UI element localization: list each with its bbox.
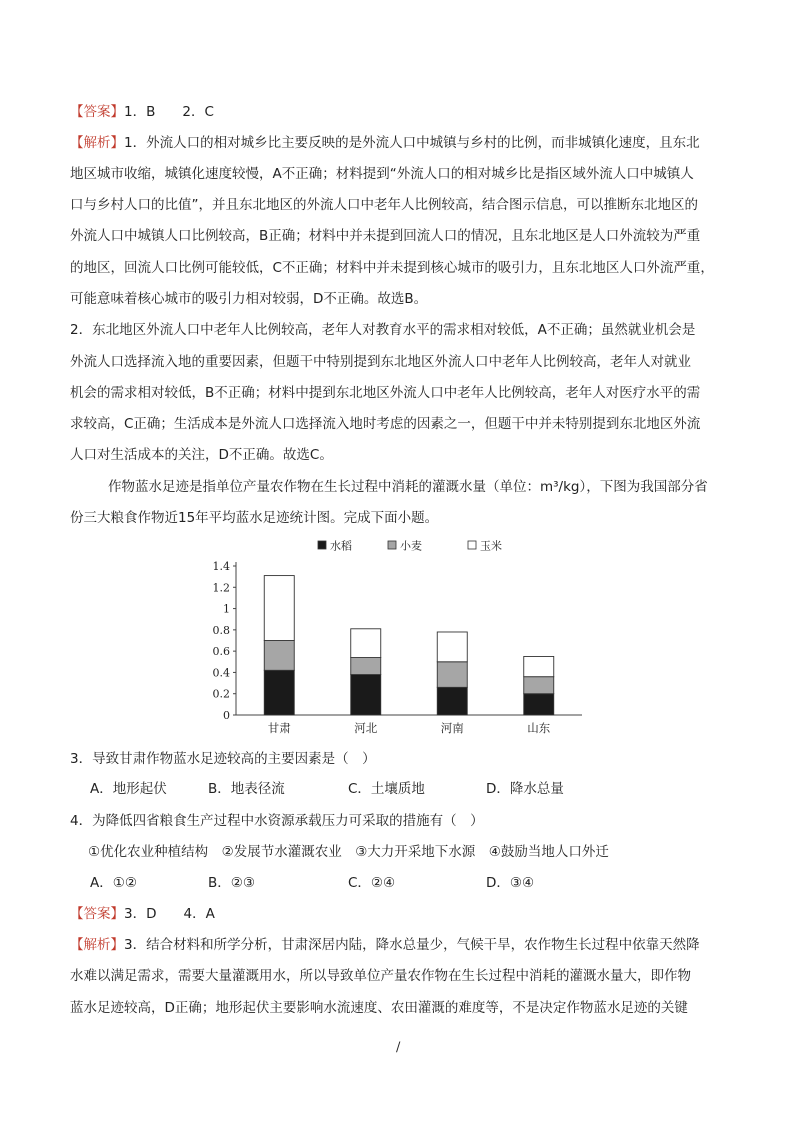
analysis-tag: 【解析】 [70,937,124,953]
option-c: C．②④ [348,875,396,891]
bar-segment [351,675,381,715]
analysis-line: 蓝水足迹较高，D正确；地形起伏主要影响水流速度、农田灌溉的难度等，不是决定作物蓝水足迹的关键 [70,1000,688,1016]
bar-segment [524,656,554,676]
legend-label: 水稻 [330,539,352,553]
answer-line-1 [70,103,730,121]
bar-segment [437,632,467,662]
y-tick-label: 1.2 [212,581,230,595]
x-tick-label: 甘肃 [267,721,291,735]
bar-segment [524,694,554,715]
analysis-line [70,134,730,152]
analysis-line: 人口对生活成本的关注，D不正确。故选C。 [70,447,333,463]
bar-segment [264,670,294,715]
analysis-line: 外流人口选择流入地的重要因素，但题干中特别提到东北地区外流人口中老年人比例较高，老年人对就业 [70,354,691,370]
y-tick-label: 0.8 [212,623,230,637]
option-c: C．土壤质地 [348,781,425,797]
answer-tag: 【答案】 [70,906,124,922]
option-a: A．①② [90,875,137,891]
y-tick-label: 1 [223,602,230,616]
answer-text: 1．B 2．C [124,104,214,120]
answer-text: 3．D 4．A [124,906,215,922]
legend-label: 玉米 [480,539,502,553]
legend-swatch [468,541,476,549]
analysis-text: 3．结合材料和所学分析，甘肃深居内陆，降水总量少，气候干旱，农作物生长过程中依靠天然降 [124,937,700,953]
analysis-line: 地区城市收缩，城镇化速度较慢，A不正确；材料提到“外流人口的相对城乡比是指区域外流人口中城镇人 [70,166,694,182]
bar-segment [351,658,381,675]
intro-line: 份三大粮食作物近15年平均蓝水足迹统计图。完成下面小题。 [70,510,439,526]
option-a: A．地形起伏 [90,781,167,797]
option-d: D．③④ [486,875,535,891]
analysis-text: 1．外流人口的相对城乡比主要反映的是外流人口中城镇与乡村的比例，而非城镇化速度，且东北 [124,135,700,151]
analysis-line: 外流人口中城镇人口比例较高，B正确；材料中并未提到回流人口的情况，且东北地区是人口外流较为严重 [70,228,701,244]
y-tick-label: 0.6 [212,645,230,659]
bar-segment [437,687,467,715]
analysis-line [70,936,730,954]
analysis-line: 2．东北地区外流人口中老年人比例较高，老年人对教育水平的需求相对较低，A不正确；虽然就业机会是 [70,322,696,338]
answer-tag: 【答案】 [70,104,124,120]
bar-segment [264,641,294,671]
y-tick-label: 0.2 [212,687,230,701]
option-d: D．降水总量 [486,781,564,797]
y-tick-label: 1.4 [212,560,230,573]
analysis-line: 求较高，C正确；生活成本是外流人口选择流入地时考虑的因素之一，但题干中并未特别提到东北地区外流 [70,416,701,432]
bar-segment [351,629,381,658]
x-tick-label: 河北 [354,721,378,735]
option-b: B．地表径流 [208,781,285,797]
x-tick-label: 山东 [527,721,551,735]
intro-line: 作物蓝水足迹是指单位产量农作物在生长过程中消耗的灌溉水量（单位：m³/kg），下图为我国部分省 [108,479,708,495]
blue-water-footprint-chart [200,538,590,743]
y-tick-label: 0.4 [212,666,230,680]
question-3-options [90,780,690,800]
question-3-stem: 3．导致甘肃作物蓝水足迹较高的主要因素是（ ） [70,751,376,767]
bar-segment [264,576,294,641]
analysis-tag: 【解析】 [70,135,124,151]
analysis-line: 口与乡村人口的比值”，并且东北地区的外流人口中老年人比例较高，结合图示信息，可以推断东北地区的 [70,197,698,213]
question-4-options [90,874,690,894]
analysis-line: 的地区，回流人口比例可能较低，C不正确；材料中并未提到核心城市的吸引力，且东北地区人口外流严重， [70,260,714,276]
bar-segment [524,677,554,694]
analysis-line: 机会的需求相对较低，B不正确；材料中提到东北地区外流人口中老年人比例较高，老年人对医疗水平的需 [70,385,701,401]
analysis-line: 可能意味着核心城市的吸引力相对较弱，D不正确。故选B。 [70,291,428,307]
question-4-measures: ①优化农业种植结构 ②发展节水灌溉农业 ③大力开采地下水源 ④鼓励当地人口外迁 [88,844,609,860]
question-4-stem: 4．为降低四省粮食生产过程中水资源承载压力可采取的措施有（ ） [70,813,484,829]
analysis-line: 水难以满足需求，需要大量灌溉用水，所以导致单位产量农作物在生长过程中消耗的灌溉水量大，即作物 [70,968,691,984]
legend-swatch [388,541,396,549]
x-tick-label: 河南 [440,721,464,735]
legend-label: 小麦 [400,539,422,553]
y-tick-label: 0 [223,709,230,722]
answer-line-2 [70,905,730,923]
page-number: / [396,1040,401,1055]
bar-segment [437,662,467,688]
legend-swatch [318,541,326,549]
option-b: B．②③ [208,875,255,891]
